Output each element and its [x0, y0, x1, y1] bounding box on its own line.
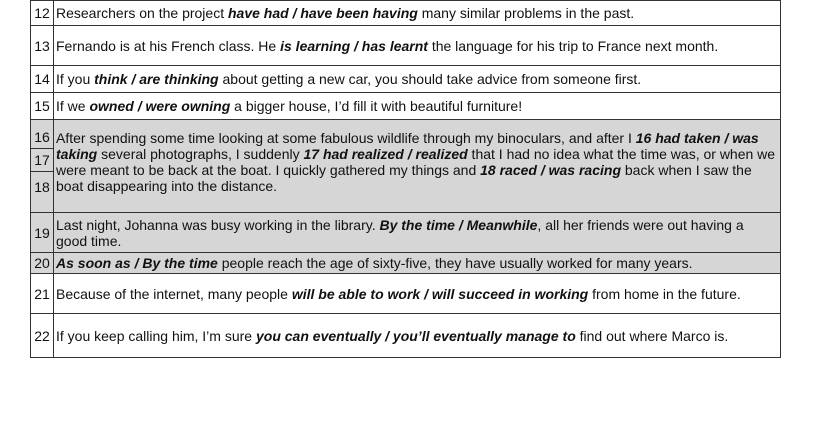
answer-choice: you can eventually / you’ll eventually manage to — [255, 327, 576, 344]
table-row — [31, 213, 781, 253]
item-number: 15 — [31, 93, 54, 120]
answer-choice: will be able to work / will succeed in working — [291, 285, 589, 302]
item-number: 19 — [31, 213, 54, 253]
answer-choice: owned / were owning — [89, 98, 231, 114]
answer-choice: As soon as / By the time — [56, 255, 218, 271]
item-number: 12 — [31, 1, 54, 26]
answer-choice: 16 had taken / was taking — [56, 130, 759, 162]
answer-choice: 17 had realized / realized — [303, 146, 468, 162]
sentence-text: about getting a new car, you should take advice from someone first. — [218, 71, 642, 87]
sentence-text: If you — [56, 71, 95, 87]
passage-segment: back when I saw the boat disappearing into the distance. — [56, 162, 752, 194]
passage-segment: that I had no idea what the time was, or when we were meant to be back at the boat. I quickly gathered my things and — [56, 146, 776, 178]
item-number: 21 — [31, 274, 54, 314]
exercise-table — [30, 0, 781, 358]
sentence-text: Last night, Johanna was busy working in the library. — [56, 216, 380, 233]
sentence-text: Researchers on the project — [56, 5, 228, 21]
answer-choice: 18 raced / was racing — [480, 162, 621, 178]
item-sentence — [54, 26, 781, 66]
table-row — [31, 1, 781, 26]
table-row — [31, 26, 781, 66]
answer-choice: By the time / Meanwhile — [379, 216, 538, 233]
sentence-text: the language for his trip to France next month. — [427, 37, 719, 54]
sentence-text: Fernando is at his French class. He — [56, 37, 281, 54]
item-number: 16 — [31, 126, 53, 149]
item-number: 14 — [31, 66, 54, 93]
table-row — [31, 314, 781, 358]
sentence-text: , all her friends were out having a good time. — [56, 216, 744, 249]
sentence-text: If you keep calling him, I’m sure — [56, 327, 256, 344]
item-sentence — [54, 93, 781, 120]
item-number: 13 — [31, 26, 54, 66]
answer-choice: have had / have been having — [227, 5, 418, 21]
sentence-text: from home in the future. — [588, 285, 741, 302]
sentence-text: Because of the internet, many people — [56, 285, 292, 302]
sentence-text: people reach the age of sixty-five, they have usually worked for many years. — [217, 255, 693, 271]
passage-text — [54, 120, 781, 213]
answer-choice: think / are thinking — [94, 71, 219, 87]
item-sentence — [54, 66, 781, 93]
table-row — [31, 253, 781, 274]
item-number: 18 — [34, 179, 50, 195]
item-number: 17 — [31, 149, 53, 172]
answer-choice: is learning / has learnt — [280, 37, 428, 54]
sentence-text: If we — [56, 98, 90, 114]
sentence-text: find out where Marco is. — [575, 327, 729, 344]
passage-segment: several photographs, I suddenly — [97, 146, 304, 162]
item-sentence — [54, 274, 781, 314]
exercise-sheet — [30, 0, 781, 358]
item-sentence — [54, 1, 781, 26]
item-number: 22 — [31, 314, 54, 358]
sentence-text: many similar problems in the past. — [417, 5, 635, 21]
passage-segment: After spending some time looking at some fabulous wildlife through my binoculars, and after I — [56, 130, 636, 146]
passage-numbers — [31, 120, 54, 213]
table-row — [31, 66, 781, 93]
item-sentence — [54, 314, 781, 358]
item-sentence — [54, 253, 781, 274]
item-number: 20 — [31, 253, 54, 274]
passage-row — [31, 120, 781, 213]
item-sentence — [54, 213, 781, 253]
table-row — [31, 93, 781, 120]
table-row — [31, 274, 781, 314]
sentence-text: a bigger house, I’d fill it with beautiful furniture! — [230, 98, 523, 114]
